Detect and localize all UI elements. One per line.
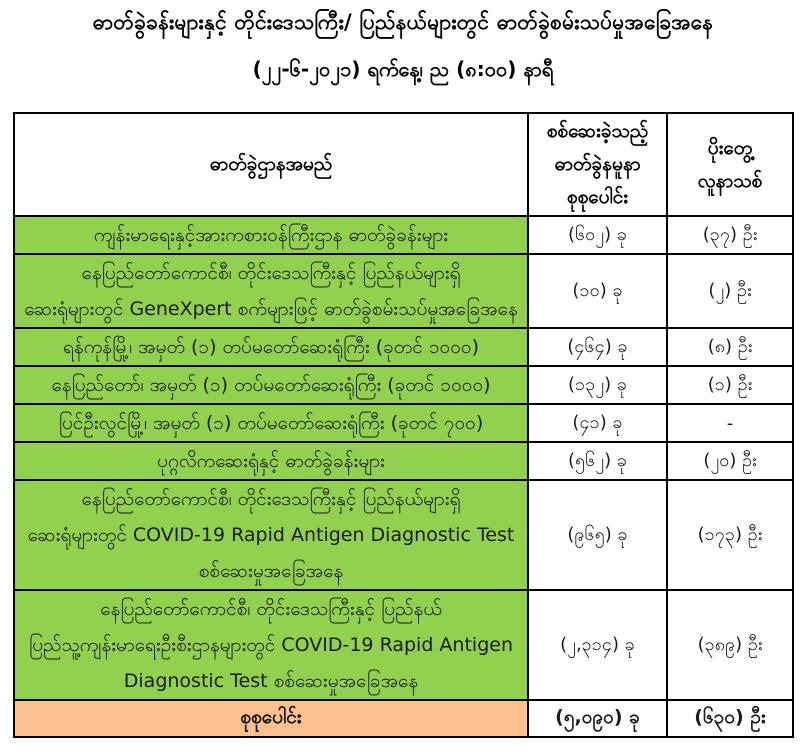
total-tests-cell: (၅,၀၉၀) ခု	[528, 700, 667, 737]
lab-name-cell	[14, 216, 528, 254]
header-lab-name-label: ဓာတ်ခွဲဌာနအမည်	[209, 153, 333, 175]
table-row	[14, 328, 793, 366]
header-total-tests-line3: စုစုပေါင်း	[566, 186, 629, 208]
total-label-cell: စုစုပေါင်း	[14, 700, 528, 737]
table-row	[14, 216, 793, 254]
page-title-line1: ဓာတ်ခွဲခန်းများနှင့် တိုင်းဒေသကြီး/ ပြည်နယ်များတွင် ဓာတ်ခွဲစမ်းသပ်မှုအခြေအနေ	[92, 10, 714, 34]
lab-name-text: နေပြည်တော်ကောင်စီ၊ တိုင်းဒေသကြီးနှင့် ပြည်နယ်	[100, 598, 442, 620]
positives-count-cell: -	[667, 404, 793, 442]
lab-name-text: နေပြည်တော်၊ အမှတ် (၁) တပ်မတော်ဆေးရုံကြီး (ခုတင် ၁၀၀၀)	[51, 374, 491, 396]
tests-count-cell: (၁၀) ခု	[528, 254, 667, 328]
header-cell-total-tests	[528, 113, 667, 216]
lab-name-cell	[14, 404, 528, 442]
lab-name-text: ပြည်သူ့ကျန်းမာရေးဦးစီးဌာနများတွင် COVID-19 Rapid Antigen	[29, 634, 513, 656]
header-total-tests-line1: စစ်ဆေးခဲ့သည့်	[546, 120, 649, 142]
table-row	[14, 254, 793, 328]
lab-name-text: စစ်ဆေးမှုအခြေအနေ	[198, 560, 344, 582]
header-cell-lab-name	[14, 113, 528, 216]
lab-name-text: Diagnostic Test စစ်ဆေးမှုအခြေအနေ	[123, 670, 419, 692]
table-header-row	[14, 113, 793, 216]
tests-count-cell: (၄၁) ခု	[528, 404, 667, 442]
lab-name-cell	[14, 590, 528, 700]
lab-name-cell	[14, 442, 528, 480]
lab-name-cell	[14, 480, 528, 590]
lab-name-text: နေပြည်တော်ကောင်စီ၊ တိုင်းဒေသကြီးနှင့် ပြည်နယ်များရှိ	[81, 262, 461, 284]
positives-count-cell: (၈) ဦး	[667, 328, 793, 366]
positives-count-cell: (၂) ဦး	[667, 254, 793, 328]
header-new-positives-line2: လူနာသစ်	[697, 169, 763, 192]
tests-count-cell: (၄၆၄) ခု	[528, 328, 667, 366]
positives-count-cell: (၁၇၃) ဦး	[667, 480, 793, 590]
table-row	[14, 404, 793, 442]
lab-name-text: ရန်ကုန်မြို့၊ အမှတ် (၁) တပ်မတော်ဆေးရုံကြီး (ခုတင် ၁၀၀၀)	[62, 336, 480, 358]
tests-count-cell: (၆၀၂) ခု	[528, 216, 667, 254]
tests-count-cell: (၂,၃၁၄) ခု	[528, 590, 667, 700]
page-title	[0, 9, 806, 86]
tests-count-cell: (၉၆၅) ခု	[528, 480, 667, 590]
header-new-positives-line1: ပိုးတွေ့	[707, 136, 753, 159]
lab-name-cell	[14, 366, 528, 404]
header-cell-new-positives	[667, 113, 793, 216]
table-row	[14, 442, 793, 480]
total-row	[14, 700, 793, 737]
positives-count-cell: (၂၀) ဦး	[667, 442, 793, 480]
lab-name-text: နေပြည်တော်ကောင်စီ၊ တိုင်းဒေသကြီးနှင့် ပြည်နယ်များရှိ	[81, 488, 461, 510]
table-row	[14, 480, 793, 590]
stats-table	[13, 112, 794, 738]
total-positives-cell: (၆၃၀) ဦး	[667, 700, 793, 737]
table-row	[14, 590, 793, 700]
positives-count-cell: (၁) ဦး	[667, 366, 793, 404]
lab-name-cell	[14, 254, 528, 328]
lab-name-text: ဆေးရုံများတွင် GeneXpert စက်များဖြင့် ဓာတ်ခွဲစမ်းသပ်မှုအခြေအနေ	[24, 298, 518, 320]
tests-count-cell: (၁၃၂) ခု	[528, 366, 667, 404]
lab-name-text: ပုဂ္ဂလိကဆေးရုံနှင့် ဓာတ်ခွဲခန်းများ	[157, 450, 385, 472]
lab-name-text: ပြင်ဦးလွင်မြို့၊ အမှတ် (၁) တပ်မတော်ဆေးရုံကြီး (ခုတင် ၇၀၀)	[58, 412, 484, 434]
page-title-line2: (၂၂-၆-၂၀၂၁) ရက်နေ့၊ ည (၈:၀၀) နာရီ	[252, 57, 554, 81]
header-total-tests-line2: ဓာတ်ခွဲနမူနာ	[554, 153, 641, 175]
tests-count-cell: (၅၆၂) ခု	[528, 442, 667, 480]
lab-name-text: ဆေးရုံများတွင် COVID-19 Rapid Antigen Diagnostic Test	[27, 524, 515, 546]
positives-count-cell: (၃၈၉) ဦး	[667, 590, 793, 700]
table-row	[14, 366, 793, 404]
lab-name-text: ကျန်းမာရေးနှင့်အားကစားဝန်ကြီးဌာန ဓာတ်ခွဲခန်းများ	[93, 224, 449, 246]
lab-name-cell	[14, 328, 528, 366]
positives-count-cell: (၃၇) ဦး	[667, 216, 793, 254]
